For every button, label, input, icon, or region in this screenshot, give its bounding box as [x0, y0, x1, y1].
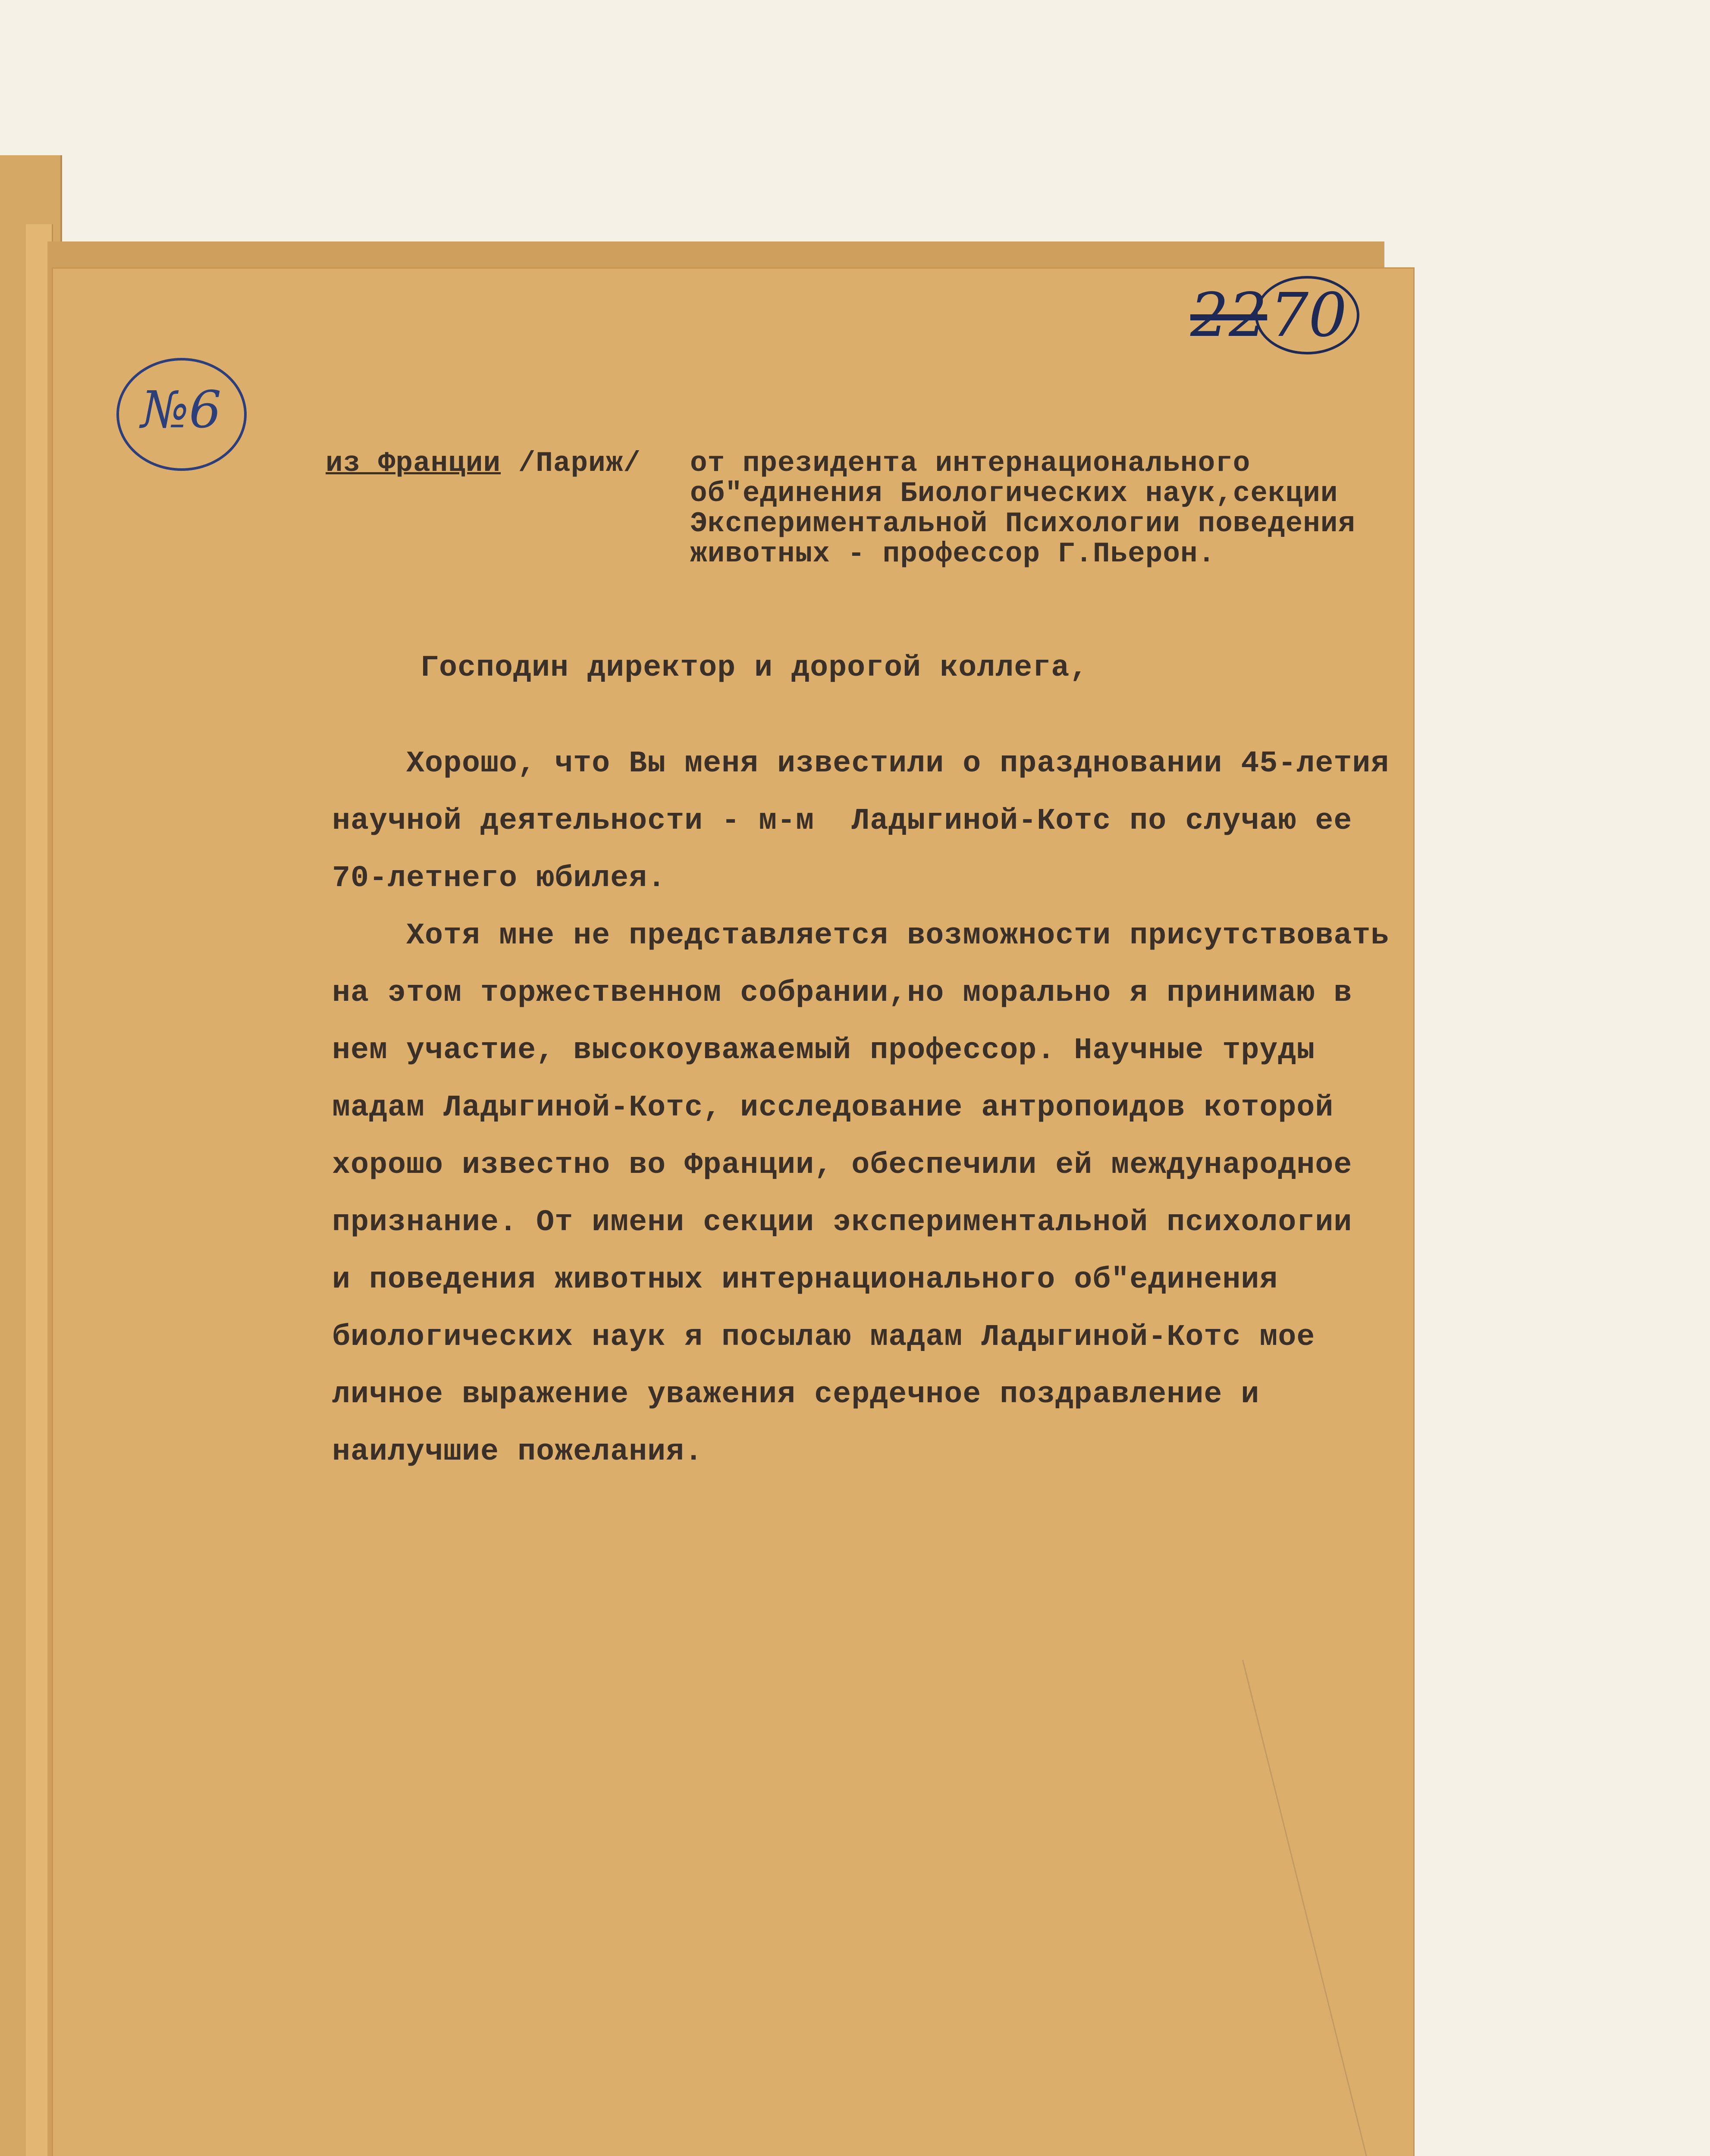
body-line: на этом торжественном собрании,но морально я принимаю в: [332, 976, 1352, 1010]
archive-number: №6: [141, 380, 222, 439]
body-line: мадам Ладыгиной-Котс, исследование антропоидов которой: [332, 1091, 1334, 1125]
letter-greeting: Господин директор и дорогой коллега,: [420, 651, 1089, 685]
folio-number: [1190, 272, 1371, 358]
body-line: Хорошо, что Вы меня известили о праздновании 45-летия: [332, 747, 1390, 781]
letter-origin: [326, 448, 641, 479]
sender-line: животных - профессор Г.Пьерон.: [690, 538, 1216, 570]
sender-block: [690, 448, 1423, 569]
body-line: личное выражение уважения сердечное поздравление и: [332, 1378, 1260, 1412]
body-line: нем участие, высокоуважаемый профессор. Научные труды: [332, 1034, 1315, 1068]
body-line: Хотя мне не представляется возможности присутствовать: [332, 919, 1390, 953]
sender-line: Экспериментальной Психологии поведения: [690, 508, 1356, 540]
body-line: хорошо известно во Франции, обеспечили ей международное: [332, 1148, 1352, 1182]
origin-country: из Франции: [326, 447, 501, 479]
body-line: и поведения животных интернационального об"единения: [332, 1263, 1278, 1297]
body-line: 70-летнего юбилея.: [332, 862, 666, 896]
sender-line: от президента интернационального: [690, 447, 1251, 479]
body-line: биологических наук я посылаю мадам Ладыгиной-Котс мое: [332, 1320, 1315, 1354]
letter-body: [332, 735, 1432, 1481]
body-line: наилучшие пожелания.: [332, 1435, 703, 1469]
body-line: научной деятельности - м-м Ладыгиной-Котс по случаю ее: [332, 804, 1352, 838]
sender-line: об"единения Биологических наук,секции: [690, 477, 1338, 510]
folio-current: 70: [1270, 280, 1347, 351]
origin-city: /Париж/: [518, 447, 641, 479]
folio-crossed-out: 22: [1190, 280, 1268, 351]
body-line: признание. От имени секции экспериментальной психологии: [332, 1206, 1352, 1240]
